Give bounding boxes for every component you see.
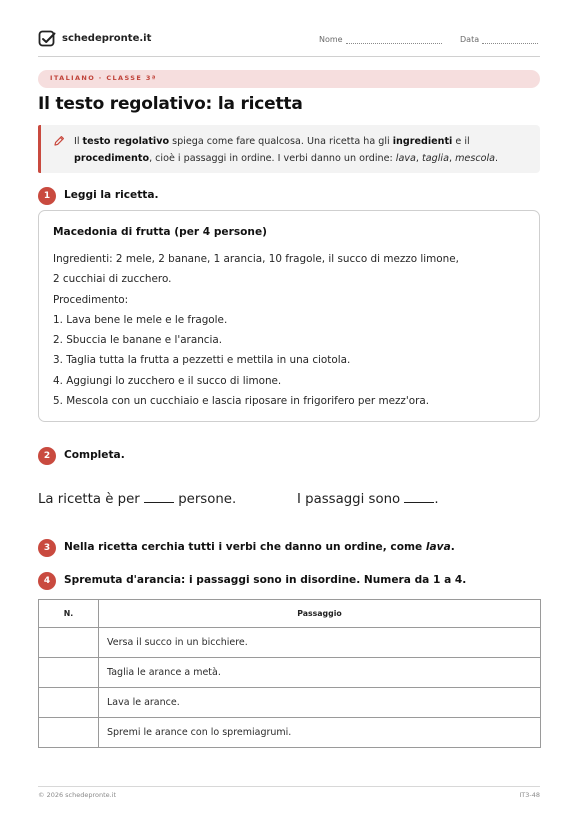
recipe-title: Macedonia di frutta (per 4 persone) [53, 226, 267, 238]
date-field[interactable] [460, 35, 538, 44]
section-title-2: Completa. [64, 449, 125, 461]
section-number-1: 1 [38, 187, 56, 205]
recipe-line: 1. Lava bene le mele e le fragole. [53, 313, 228, 326]
recipe-line: Ingredienti: 2 mele, 2 banane, 1 arancia, 10 fragole, il succo di mezzo limone, [53, 253, 459, 265]
brand-name: schedepronte.it [62, 33, 152, 44]
number-input-cell[interactable] [39, 658, 99, 688]
number-input-cell[interactable] [39, 718, 99, 748]
footer-copyright: © 2026 schedepronte.it [38, 791, 117, 799]
recipe-body [53, 249, 523, 411]
date-line [482, 35, 538, 44]
table-row [39, 718, 541, 748]
section-title-1: Leggi la ricetta. [64, 189, 159, 201]
header-divider [38, 56, 540, 57]
date-label: Data [460, 35, 480, 44]
example-mescola: mescola [455, 153, 496, 164]
number-input-cell[interactable] [39, 688, 99, 718]
blank-persone[interactable] [144, 490, 174, 503]
recipe-line: Procedimento: [53, 293, 129, 306]
section-number-2: 2 [38, 447, 56, 465]
section-number-3: 3 [38, 539, 56, 557]
steps-table [38, 599, 541, 748]
info-accent-bar [38, 125, 41, 173]
term-ingredienti: ingredienti [392, 136, 453, 147]
step-cell: Lava le arance. [99, 688, 541, 718]
recipe-line: 5. Mescola con un cucchiaio e lascia riposare in frigorifero per mezz'ora. [53, 395, 430, 408]
section-number-4: 4 [38, 572, 56, 590]
example-taglia: taglia [422, 153, 449, 164]
column-header-number: N. [39, 600, 99, 628]
recipe-line: 2. Sbuccia le banane e l'arancia. [53, 334, 223, 347]
table-row [39, 658, 541, 688]
name-field[interactable] [319, 35, 442, 44]
step-cell: Versa il succo in un bicchiere. [99, 628, 541, 658]
term-procedimento: procedimento [74, 153, 150, 164]
section-title-3: Nella ricetta cerchia tutti i verbi che danno un ordine, come lava. [64, 541, 455, 553]
table-row [39, 688, 541, 718]
recipe-line: 4. Aggiungi lo zucchero e il succo di limone. [53, 374, 282, 387]
fill-sentence-2: I passaggi sono . [297, 492, 439, 507]
number-input-cell[interactable] [39, 628, 99, 658]
info-text: Il testo regolativo spiega come fare qualcosa. Una ricetta ha gli ingredienti e il procedimento, cioè i passaggi in ordine. I verbi danno un ordine: lava, taglia, mescola. [74, 136, 499, 164]
term-testo-regolativo: testo regolativo [82, 136, 170, 147]
table-header-row [39, 600, 541, 628]
checkbox-icon [38, 30, 56, 48]
fill-sentence-1: La ricetta è per persone. [38, 492, 237, 507]
name-label: Nome [319, 35, 343, 44]
subject-label: ITALIANO · CLASSE 3ª [50, 74, 157, 82]
recipe-line: 2 cucchiai di zucchero. [53, 273, 172, 286]
pencil-icon [53, 135, 65, 147]
name-line [346, 35, 442, 44]
column-header-step: Passaggio [99, 600, 541, 628]
step-cell: Taglia le arance a metà. [99, 658, 541, 688]
step-cell: Spremi le arance con lo spremiagrumi. [99, 718, 541, 748]
table-row [39, 628, 541, 658]
footer-code: IT3-48 [519, 791, 540, 799]
example-lava: lava [395, 153, 416, 164]
blank-passaggi[interactable] [404, 490, 434, 503]
page-title: Il testo regolativo: la ricetta [38, 94, 303, 114]
footer-divider [38, 786, 540, 787]
recipe-line: 3. Taglia tutta la frutta a pezzetti e mettila in una ciotola. [53, 354, 351, 367]
section-title-4: Spremuta d'arancia: i passaggi sono in disordine. Numera da 1 a 4. [64, 574, 467, 586]
